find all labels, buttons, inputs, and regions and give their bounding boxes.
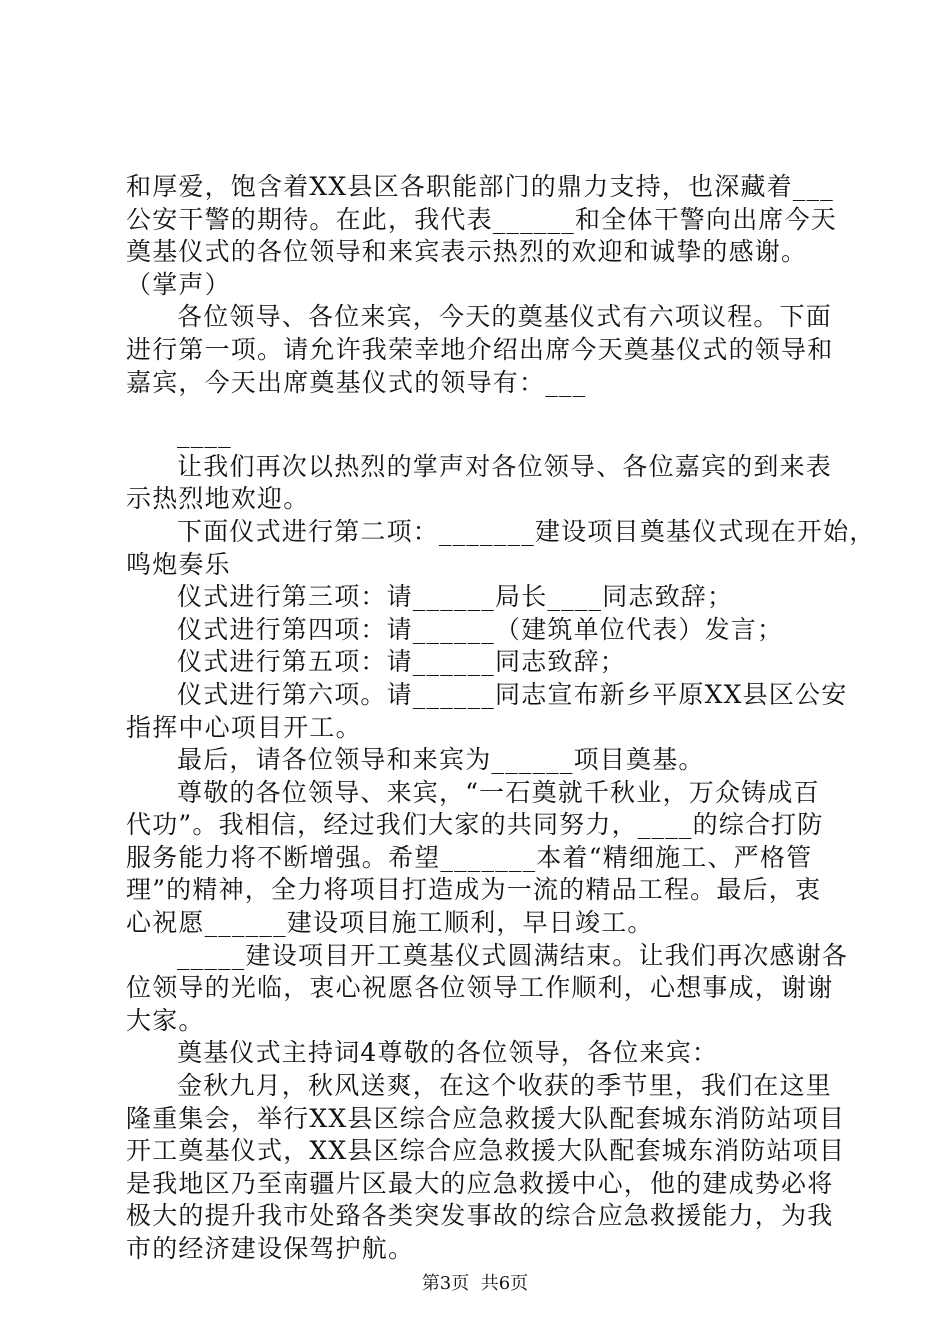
text-line: 仪式进行第六项。请______同志宣布新乡平原XX县区公安: [177, 679, 848, 709]
text-line: 仪式进行第五项：请______同志致辞；: [177, 647, 627, 677]
text-line: 和厚爱，饱含着XX县区各职能部门的鼎力支持，也深藏着___: [126, 172, 834, 201]
text-line: 指挥中心项目开工。: [126, 712, 362, 742]
text-line: 公安干警的期待。在此，我代表______和全体干警向出席今天: [126, 204, 838, 234]
blank-spacer: [126, 399, 836, 418]
text-line: 服务能力将不断增强。希望_______本着“精细施工、严格管: [126, 842, 813, 872]
text-line: 最后，请各位领导和来宾为______项目奠基。: [177, 745, 705, 775]
text-line: 鸣炮奏乐: [126, 549, 231, 579]
text-line: 是我地区乃至南疆片区最大的应急救援中心，他的建成势必将: [126, 1168, 834, 1198]
text-line: 尊敬的各位领导、来宾，“一石奠就千秋业，万众铸成百: [177, 777, 820, 807]
text-line: 奠基仪式主持词4尊敬的各位领导，各位来宾：: [177, 1038, 719, 1068]
text-line: _____建设项目开工奠基仪式圆满结束。让我们再次感谢各: [177, 940, 849, 970]
text-line: 让我们再次以热烈的掌声对各位领导、各位嘉宾的到来表: [177, 451, 833, 481]
text-line: （掌声）: [126, 269, 231, 299]
text-line: ____: [177, 419, 232, 449]
text-line: 大家。: [126, 1005, 205, 1035]
document-body: [126, 171, 876, 1266]
text-line: 奠基仪式的各位领导和来宾表示热烈的欢迎和诚挚的感谢。: [126, 237, 808, 267]
text-line: 仪式进行第三项：请______局长____同志致辞；: [177, 582, 734, 612]
text-line: 极大的提升我市处臵各类突发事故的综合应急救援能力，为我: [126, 1201, 834, 1231]
page-footer: 第3页 共6页: [421, 1273, 529, 1294]
text-line: 理”的精神，全力将项目打造成为一流的精品工程。最后，衷: [126, 875, 822, 905]
text-line: 嘉宾，今天出席奠基仪式的领导有：___: [126, 367, 587, 397]
text-line: 金秋九月，秋风送爽，在这个收获的季节里，我们在这里: [177, 1071, 833, 1101]
text-line: 示热烈地欢迎。: [126, 484, 310, 514]
text-line: 代功”。我相信，经过我们大家的共同努力，____的综合打防: [126, 810, 824, 840]
text-line: 心祝愿______建设项目施工顺利，早日竣工。: [126, 908, 654, 938]
text-line: 仪式进行第四项：请______（建筑单位代表）发言；: [177, 614, 784, 644]
text-line: 进行第一项。请允许我荣幸地介绍出席今天奠基仪式的领导和: [126, 334, 834, 364]
text-line: 位领导的光临，衷心祝愿各位领导工作顺利，心想事成，谢谢: [126, 973, 834, 1003]
text-line: 开工奠基仪式，XX县区综合应急救援大队配套城东消防站项目: [126, 1136, 846, 1166]
text-line: 隆重集会，举行XX县区综合应急救援大队配套城东消防站项目: [126, 1103, 846, 1133]
text-line: 市的经济建设保驾护航。: [126, 1234, 415, 1263]
text-line: 下面仪式进行第二项：_______建设项目奠基仪式现在开始，: [177, 516, 876, 546]
text-line: 各位领导、各位来宾，今天的奠基仪式有六项议程。下面: [177, 302, 833, 332]
